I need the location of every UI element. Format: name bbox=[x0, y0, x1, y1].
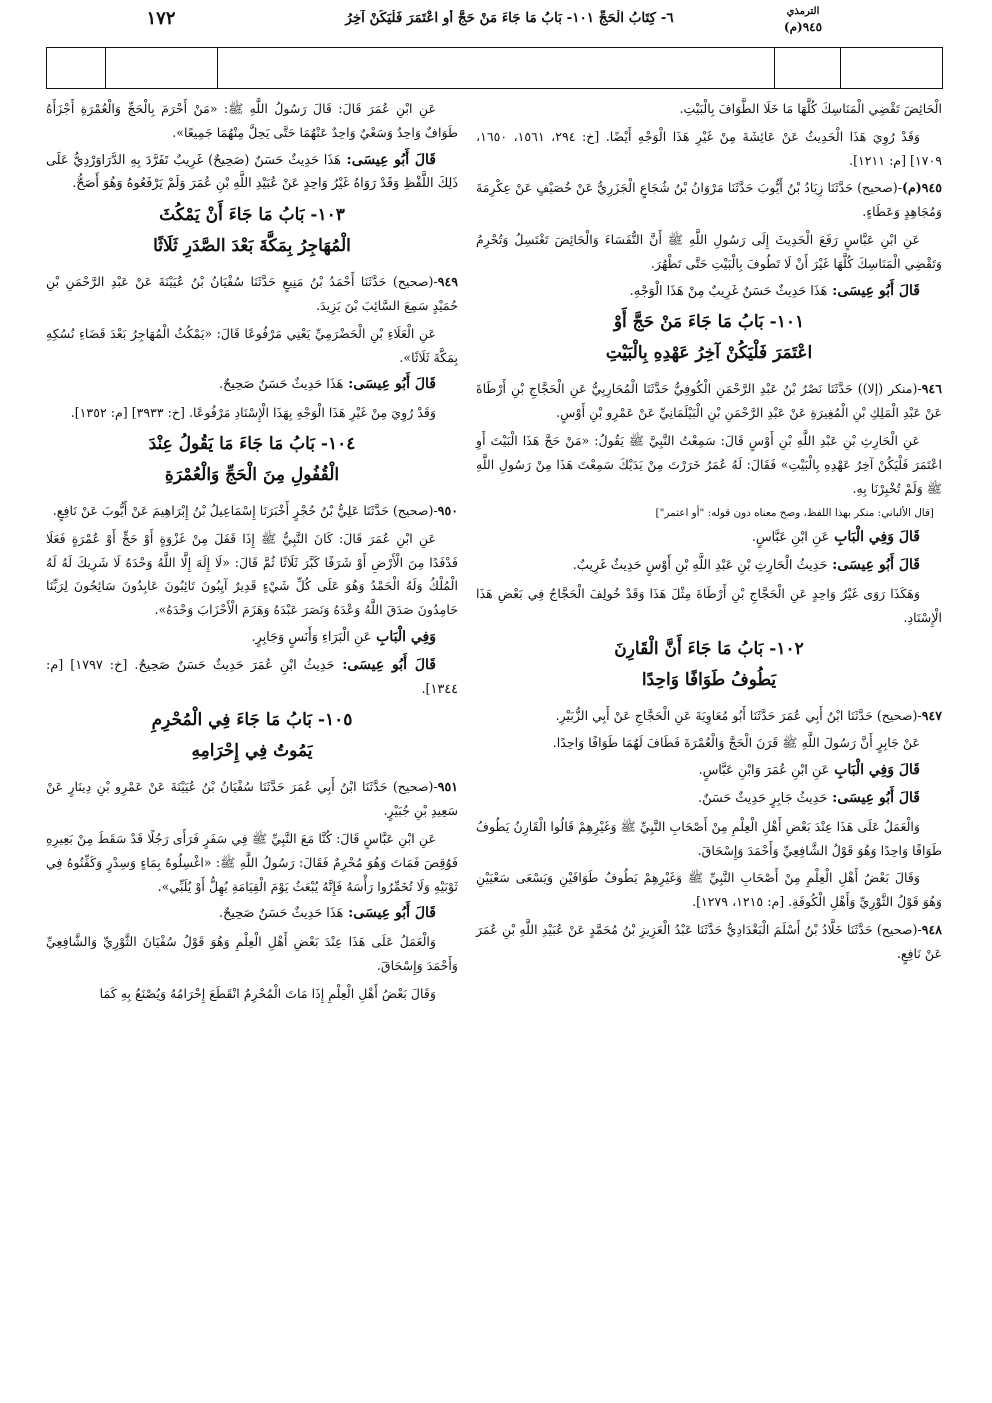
chapter-heading bbox=[476, 307, 942, 369]
commentary-label: قَالَ وَفِي الْبَابِ bbox=[829, 762, 920, 779]
running-title: ٦- كِتَابُ الْحَجِّ ١٠١- بَابُ مَا جَاءَ مَنْ حَجَّ أَوِ اعْتَمَرَ فَلْيَكُنْ آخِرُ bbox=[345, 10, 674, 26]
commentary-paragraph bbox=[46, 149, 458, 197]
commentary-text: عَنِ الْبَرَاءِ وَأَنَسٍ وَجَابِرٍ. bbox=[251, 629, 372, 645]
chapter-heading bbox=[46, 705, 458, 767]
hadith-text: -(صحيح) حَدَّثَنَا خَلَّادُ بْنُ أَسْلَمَ الْبَغْدَادِيُّ حَدَّثَنَا عَبْدُ الْعَزِيزِ بْنُ مُحَمَّدٍ عَنْ عُبَيْدِ اللَّهِ بْنِ عُمَرَ عَنْ نَافِعٍ. bbox=[476, 921, 942, 961]
chapter-heading bbox=[476, 634, 942, 696]
commentary-label: قَالَ وَفِي الْبَابِ bbox=[829, 529, 920, 546]
commentary-label: قَالَ أَبُو عِيسَى: bbox=[827, 557, 920, 574]
text-paragraph: وَقَالَ بَعْضُ أَهْلِ الْعِلْمِ إِذَا مَاتَ الْمُحْرِمُ انْقَطَعَ إِحْرَامُهُ وَيُصْنَعُ بِهِ كَمَا bbox=[99, 985, 436, 1001]
hadith-number: ٩٤٩ bbox=[437, 274, 458, 290]
hadith-range-reference: ٩٤٥(م) bbox=[783, 20, 823, 34]
commentary-text: هَذَا حَدِيثٌ حَسَنٌ غَرِيبٌ مِنْ هَذَا الْوَجْهِ. bbox=[629, 283, 828, 299]
text-paragraph: وَالْعَمَلُ عَلَى هَذَا عِنْدَ بَعْضِ أَهْلِ الْعِلْمِ مِنْ أَصْحَابِ النَّبِيِّ ﷺ وَغَيْرِهِمْ قَالُوا الْقَارِنُ يَطُوفُ طَوَافًا وَاحِدًا وَهُوَ قَوْلُ الشَّافِعِيِّ وَأَحْمَدَ وَإِسْحَاقَ. bbox=[476, 818, 942, 858]
chapter-heading-line: ١٠٣- بَابُ مَا جَاءَ أَنْ يَمْكُثَ bbox=[159, 205, 345, 226]
commentary-text: عَنِ ابْنِ عَبَّاسٍ. bbox=[751, 530, 830, 546]
commentary-text: عَنِ ابْنِ عُمَرَ وَابْنِ عَبَّاسٍ. bbox=[698, 763, 830, 779]
hadith-text: -(صحيح) حَدَّثَنَا أَحْمَدُ بْنُ مَنِيعٍ حَدَّثَنَا سُفْيَانُ بْنُ عُيَيْنَةَ عَنْ عَبْدِ الرَّحْمَنِ بْنِ حُمَيْدٍ سَمِعَ السَّائِبَ بْنَ يَزِيدَ. bbox=[46, 274, 458, 313]
book-reference: الترمذي bbox=[786, 6, 820, 17]
hadith-number: ٩٥٠ bbox=[437, 502, 458, 518]
text-paragraph: وَقَدْ رُوِيَ هَذَا الْحَدِيثُ عَنْ عَائِشَةَ مِنْ غَيْرِ هَذَا الْوَجْهِ أَيْضًا. [خ: ٢٩٤، ١٥٦١، ١٦٥٠، ١٧٠٩] [م: ١٢١١]. bbox=[476, 128, 942, 168]
text-paragraph: عَنِ ابْنِ عُمَرَ قَالَ: كَانَ النَّبِيُّ ﷺ إِذَا قَفَلَ مِنْ غَزْوَةٍ أَوْ حَجٍّ أَوْ عُمْرَةٍ فَعَلَا فَدْفَدًا مِنَ الْأَرْضِ أَوْ شَرَفًا كَبَّرَ ثَلَاثًا ثُمَّ قَالَ: «لَا إِلَهَ إِلَّا اللَّهُ وَحْدَهُ لَا شَرِيكَ لَهُ لَهُ الْمُلْكُ وَلَهُ الْحَمْدُ وَهُوَ عَلَى كُلِّ شَيْءٍ قَدِيرٌ آيِبُونَ تَائِبُونَ عَابِدُونَ سَائِحُونَ لِرَبِّنَا حَامِدُونَ صَدَقَ اللَّهُ وَعْدَهُ وَنَصَرَ عَبْدَهُ وَهَزَمَ الْأَحْزَابَ وَحْدَهُ». bbox=[46, 530, 458, 618]
commentary-label: قَالَ أَبُو عِيسَى: bbox=[827, 789, 920, 806]
page-number: ١٧٢ bbox=[146, 8, 176, 29]
page-header bbox=[46, 47, 943, 89]
hadith-entry bbox=[476, 377, 942, 425]
commentary-text: هَذَا حَدِيثٌ حَسَنٌ صَحِيحٌ. bbox=[218, 906, 344, 922]
commentary-paragraph bbox=[476, 526, 942, 550]
chapter-heading-line: ١٠١- بَابُ مَا جَاءَ مَنْ حَجَّ أَوْ bbox=[613, 312, 805, 333]
commentary-text: هَذَا حَدِيثٌ حَسَنٌ (صَحِيحٌ) غَرِيبٌ تَفَرَّدَ بِهِ الدَّرَاوَرْدِيُّ عَلَى ذَلِكَ اللَّفْظِ وَقَدْ رَوَاهُ غَيْرُ وَاحِدٍ عَنْ عُبَيْدِ اللَّهِ بْنِ عُمَرَ وَلَمْ يَرْفَعُوهُ وَهُوَ أَصَحُّ. bbox=[46, 152, 458, 192]
text-paragraph: عَنِ ابْنِ عَبَّاسٍ قَالَ: كُنَّا مَعَ النَّبِيِّ ﷺ فِي سَفَرٍ فَرَأَى رَجُلًا قَدْ سَقَطَ مِنْ بَعِيرِهِ فَوُقِصَ فَمَاتَ وَهُوَ مُحْرِمٌ فَقَالَ: رَسُولُ اللَّهِ ﷺ: «اغْسِلُوهُ بِمَاءٍ وَسِدْرٍ وَكَفِّنُوهُ فِي ثَوْبَيْهِ وَلَا تُخَمِّرُوا رَأْسَهُ فَإِنَّهُ يُبْعَثُ يَوْمَ الْقِيَامَةِ يُهِلُّ أَوْ يُلَبِّي». bbox=[46, 830, 458, 894]
header-divider bbox=[217, 48, 218, 88]
text-paragraph: وَالْعَمَلُ عَلَى هَذَا عِنْدَ بَعْضِ أَهْلِ الْعِلْمِ وَهُوَ قَوْلُ سُفْيَانَ الثَّوْرِيِّ وَالشَّافِعِيِّ وَأَحْمَدَ وَإِسْحَاقَ. bbox=[46, 934, 458, 973]
hadith-number: ٩٤٧ bbox=[921, 707, 942, 723]
hadith-text: -(منكر (إلا)) حَدَّثَنَا نَصْرُ بْنُ عَبْدِ الرَّحْمَنِ الْكُوفِيُّ حَدَّثَنَا الْمُحَارِبِيُّ عَنِ الْحَجَّاجِ بْنِ أَرْطَاةَ عَنْ عَبْدِ الْمَلِكِ بْنِ الْمُغِيرَةِ عَنْ عَبْدِ الرَّحْمَنِ بْنِ الْبَيْلَمَانِيِّ عَنْ عَمْرِو بْنِ أَوْسٍ. bbox=[476, 381, 942, 421]
commentary-label: وَفِي الْبَابِ bbox=[371, 628, 436, 645]
hadith-text: -(صحيح) حَدَّثَنَا زِيَادُ بْنُ أَيُّوبَ حَدَّثَنَا مَرْوَانُ بْنُ شُجَاعٍ الْجَزَرِيُّ عَنْ خُصَيْفٍ عَنْ عِكْرِمَةَ وَمُجَاهِدٍ وَعَطَاءٍ. bbox=[476, 180, 942, 220]
text-paragraph: وَقَدْ رُوِيَ مِنْ غَيْرِ هَذَا الْوَجْهِ بِهَذَا الْإِسْنَادِ مَرْفُوعًا. [خ: ٣٩٣٣] [م: ١٣٥٢]. bbox=[70, 405, 436, 421]
commentary-text: حَدِيثُ جَابِرٍ حَدِيثٌ حَسَنٌ. bbox=[698, 790, 828, 806]
chapter-heading-line: الْمُهَاجِرُ بِمَكَّةَ بَعْدَ الصَّدَرِ ثَلَاثًا bbox=[153, 236, 351, 257]
commentary-paragraph bbox=[476, 554, 942, 578]
hadith-text: -(صحيح) حَدَّثَنَا ابْنُ أَبِي عُمَرَ حَدَّثَنَا أَبُو مُعَاوِيَةَ عَنِ الْحَجَّاجِ عَنْ أَبِي الزُّبَيْرِ. bbox=[555, 707, 922, 723]
header-divider bbox=[840, 48, 841, 88]
commentary-text: حَدِيثُ ابْنِ عُمَرَ حَدِيثٌ حَسَنٌ صَحِيحٌ. [خ: ١٧٩٧] [م: ١٣٤٤]. bbox=[46, 657, 458, 697]
commentary-label: قَالَ أَبُو عِيسَى: bbox=[343, 905, 436, 922]
chapter-heading-line: يَمُوتُ فِي إِحْرَامِهِ bbox=[191, 741, 313, 762]
hadith-number: ٩٤٨ bbox=[921, 921, 942, 937]
commentary-paragraph bbox=[46, 373, 458, 397]
left-text-column bbox=[46, 97, 458, 1010]
text-paragraph: عَنِ ابْنِ عُمَرَ قَالَ: قَالَ رَسُولُ اللَّهِ ﷺ: «مَنْ أَحْرَمَ بِالْحَجِّ وَالْعُمْرَةِ أَجْزَأَهُ طَوَافٌ وَاحِدٌ وَسَعْيٌ وَاحِدٌ عَنْهُمَا حَتَّى يَحِلَّ مِنْهُمَا جَمِيعًا». bbox=[46, 101, 458, 140]
header-divider bbox=[105, 48, 106, 88]
chapter-heading-line: الْقُفُولِ مِنَ الْحَجِّ وَالْعُمْرَةِ bbox=[164, 464, 340, 485]
text-paragraph: الْحَائِضَ تَقْضِي الْمَنَاسِكَ كُلَّهَا مَا خَلَا الطَّوَافَ بِالْبَيْتِ. bbox=[679, 101, 942, 116]
hadith-text: -(صحيح) حَدَّثَنَا ابْنُ أَبِي عُمَرَ حَدَّثَنَا سُفْيَانُ بْنُ عُيَيْنَةَ عَنْ عَمْرِو بْنِ دِينَارٍ عَنْ سَعِيدِ بْنِ جُبَيْرٍ. bbox=[46, 779, 458, 819]
commentary-paragraph bbox=[46, 902, 458, 926]
hadith-entry bbox=[476, 918, 942, 966]
header-divider bbox=[774, 48, 775, 88]
commentary-paragraph bbox=[46, 654, 458, 702]
commentary-text: هَذَا حَدِيثٌ حَسَنٌ صَحِيحٌ. bbox=[218, 377, 344, 393]
grading-note: [قال الألباني: منكر بهذا اللفظ، وصح معناه دون قوله: "أو اعتمر"] bbox=[655, 507, 934, 520]
commentary-paragraph bbox=[476, 759, 942, 783]
text-paragraph: عَنِ الْحَارِثِ بْنِ عَبْدِ اللَّهِ بْنِ أَوْسٍ قَالَ: سَمِعْتُ النَّبِيَّ ﷺ يَقُولُ: «مَنْ حَجَّ هَذَا الْبَيْتَ أَوِ اعْتَمَرَ فَلْيَكُنْ آخِرُ عَهْدِهِ بِالْبَيْتِ» فَقَالَ: لَهُ عُمَرُ خَرَرْتَ مِنْ يَدَيْكَ سَمِعْتَ هَذَا مِنْ رَسُولِ اللَّهِ ﷺ وَلَمْ تُخْبِرْنَا بِهِ. bbox=[476, 432, 942, 496]
chapter-heading-line: ١٠٤- بَابُ مَا جَاءَ مَا يَقُولُ عِنْدَ bbox=[148, 433, 356, 454]
commentary-paragraph bbox=[476, 787, 942, 811]
chapter-heading-line: اعْتَمَرَ فَلْيَكُنْ آخِرُ عَهْدِهِ بِالْبَيْتِ bbox=[605, 343, 813, 364]
hadith-entry bbox=[476, 176, 942, 224]
hadith-number: ٩٤٥(م) bbox=[901, 180, 942, 196]
hadith-entry bbox=[46, 270, 458, 318]
chapter-heading bbox=[46, 200, 458, 262]
hadith-entry bbox=[46, 499, 458, 523]
text-paragraph: عَنِ ابْنِ عَبَّاسٍ رَفَعَ الْحَدِيثَ إِلَى رَسُولِ اللَّهِ ﷺ أَنَّ النُّفَسَاءَ وَالْحَائِضَ تَغْتَسِلُ وَتُحْرِمُ وَتَقْضِي الْمَنَاسِكَ كُلَّهَا غَيْرَ أَنْ لَا تَطُوفَ بِالْبَيْتِ حَتَّى تَطْهُرَ. bbox=[476, 231, 942, 271]
commentary-label: قَالَ أَبُو عِيسَى: bbox=[343, 376, 436, 393]
hadith-entry bbox=[46, 775, 458, 823]
text-paragraph: عَنْ جَابِرٍ أَنَّ رَسُولَ اللَّهِ ﷺ قَرَنَ الْحَجَّ وَالْعُمْرَةَ فَطَافَ لَهُمَا طَوَافًا وَاحِدًا. bbox=[552, 735, 920, 751]
chapter-heading-line: ١٠٥- بَابُ مَا جَاءَ فِي الْمُحْرِمِ bbox=[151, 710, 353, 731]
commentary-paragraph bbox=[46, 626, 458, 650]
commentary-label: قَالَ أَبُو عِيسَى: bbox=[827, 282, 920, 299]
hadith-number: ٩٤٦ bbox=[921, 381, 942, 397]
commentary-text: حَدِيثُ الْحَارِثِ بْنِ عَبْدِ اللَّهِ بْنِ أَوْسٍ حَدِيثٌ غَرِيبٌ. bbox=[572, 558, 828, 574]
text-paragraph: وَهَكَذَا رَوَى غَيْرُ وَاحِدٍ عَنِ الْحَجَّاجِ بْنِ أَرْطَاةَ مِثْلَ هَذَا وَقَدْ خُولِفَ الْحَجَّاجُ فِي بَعْضِ هَذَا الْإِسْنَادِ. bbox=[476, 585, 942, 625]
commentary-paragraph bbox=[476, 280, 942, 304]
text-paragraph: عَنِ الْعَلَاءِ بْنِ الْحَضْرَمِيِّ يَعْنِي مَرْفُوعًا قَالَ: «يَمْكُثُ الْمُهَاجِرُ بَعْدَ قَضَاءِ نُسُكِهِ بِمَكَّةَ ثَلَاثًا». bbox=[46, 325, 458, 365]
commentary-label: قَالَ أَبُو عِيسَى: bbox=[340, 151, 436, 168]
hadith-entry bbox=[476, 704, 942, 728]
chapter-heading-line: يَطُوفُ طَوَافًا وَاحِدًا bbox=[641, 669, 777, 690]
hadith-text: -(صحيح) حَدَّثَنَا عَلِيُّ بْنُ حُجْرٍ أَخْبَرَنَا إِسْمَاعِيلُ بْنُ إِبْرَاهِيمَ عَنْ أَيُّوبَ عَنْ نَافِعٍ. bbox=[52, 502, 438, 518]
text-paragraph: وَقَالَ بَعْضُ أَهْلِ الْعِلْمِ مِنْ أَصْحَابِ النَّبِيِّ ﷺ وَغَيْرِهِمْ يَطُوفُ طَوَافَيْنِ وَيَسْعَى سَعْيَيْنِ وَهُوَ قَوْلُ الثَّوْرِيِّ وَأَهْلِ الْكُوفَةِ. [م: ١٢١٥، ١٢٧٩]. bbox=[476, 870, 942, 910]
chapter-heading bbox=[46, 429, 458, 491]
chapter-heading-line: ١٠٢- بَابُ مَا جَاءَ أَنَّ الْقَارِنَ bbox=[614, 638, 804, 659]
right-text-column bbox=[476, 97, 942, 970]
hadith-number: ٩٥١ bbox=[437, 779, 458, 795]
commentary-label: قَالَ أَبُو عِيسَى: bbox=[334, 656, 436, 673]
